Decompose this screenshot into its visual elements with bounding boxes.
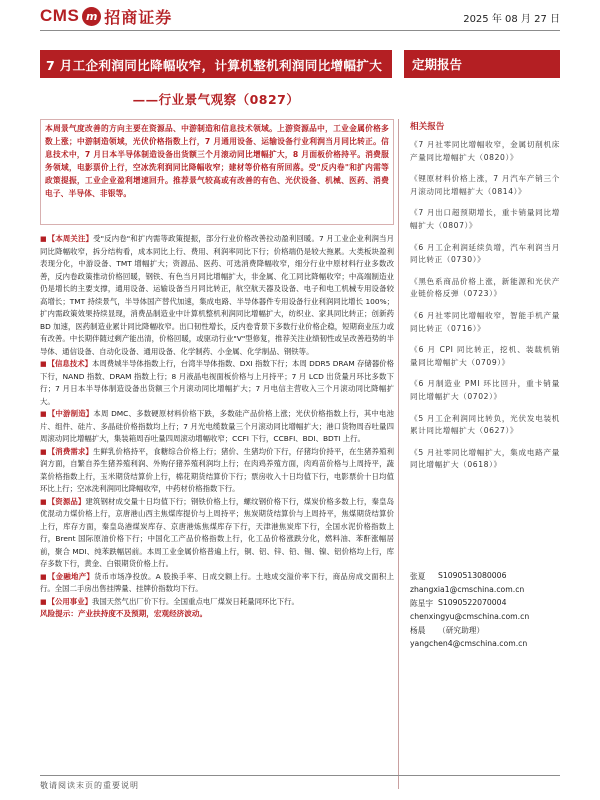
report-type-label: 定期报告 [404,50,560,78]
section-weekly-focus [40,233,394,358]
section-text: 本周 DMC、多数硬原材料价格下跌，多数硅产品价格上涨；光伏价格指数上行，其中电池片、组件、硅片、多晶硅价格指数均上行；7 月光电缆数量三个月滚动同比增幅扩大；港口货物周吞吐量四周滚动同比增幅扩大，集装箱周吞吐量四周滚动增幅收窄；CCFI 下行，CCBFI、BDI、BDTI 上行。 [40,409,394,443]
analyst-name: 陈星宇 [410,599,434,608]
section-utilities [40,596,394,609]
report-subtitle: ——行业景气观察（0827） [132,92,300,107]
related-report-link[interactable]: 《6 月工企利润延续负增，汽车利润当月同比转正（0730）》 [410,242,560,265]
broker-logo [40,4,172,28]
related-report-link[interactable]: 《6 月制造业 PMI 环比回升，重卡销量同比增幅扩大（0702）》 [410,379,560,401]
section-head: ■ 【中游制造】 [40,409,93,418]
related-report-link[interactable]: 《5 月社零同比增幅扩大，集成电路产量同比增幅扩大（0618）》 [410,447,560,470]
related-report-link[interactable]: 《7 月社零同比增幅收窄，金属切削机床产量同比增幅扩大（0820）》 [410,140,560,162]
analyst-name: 杨晨 [410,626,426,635]
related-report-link[interactable]: 《5 月工企利润同比转负，光伏发电装机累计同比增幅扩大（0627）》 [410,413,560,436]
section-consumer [40,446,394,496]
related-report-link[interactable]: 《黑色系商品价格上涨，新能源和光伏产业链价格反弹（0723）》 [410,276,560,299]
section-resources [40,496,394,571]
section-head: ■ 【金融地产】 [40,572,94,581]
section-text: 我国天然气出厂价下行。全国重点电厂煤炭日耗量同环比下行。 [91,596,299,606]
footer-note: 敬请阅读末页的重要说明 [40,781,139,790]
report-date: 2025 年 08 月 27 日 [463,14,560,25]
footer-divider [40,775,560,776]
section-head: ■ 【本周关注】 [40,234,93,243]
section-info-tech [40,358,394,408]
risk-warning: 风险提示：产业扶持度不及预期，宏观经济波动。 [40,609,208,618]
related-report-link[interactable]: 《6 月社零同比增幅收窄，智能手机产量同比转正（0716）》 [410,310,560,333]
analyst-email[interactable]: yangchen4@cmschina.com.cn [410,638,528,648]
summary-text: 本周景气度改善的方向主要在资源品、中游制造和信息技术领域。上游资源品中，工业金属价格多数上涨；中游制造领域，光伏价格指数上行，7 月通用设备、运输设备行业利润当月同比转正。信息技术中，7 月日本半导体制造设备出货额三个月滚动同比增幅扩大，8 月面板价格持平。消费服务领域，电影票价上行，空冰洗利润同比降幅收窄；建材等价格有所回落。受"反内卷"和扩内需等政策提振，工业企业盈利增速回升。推荐景气较高或有改善的有色、光伏设备、机械、医药、消费电子、半导体、非银等。 [45,124,389,199]
section-text: 建筑钢材成交量十日均值下行；钢铁价格上行，螺纹钢价格下行，煤炭价格多数上行，秦皇岛优混动力煤价格上行，京唐港山西主焦煤库提价与上周持平；焦炭期货结算价与上周持平，焦煤期货结算价上行，库存方面，秦皇岛港煤炭库存、京唐港炼焦煤库存下行，天津港焦炭库下行，全国水泥价格指数上行，Brent 国际原油价格下行；中国化工产品价格指数上行，化工品价格涨跌分化，燃料油、苯酐涨幅居前，聚合 MDI、纯苯跌幅居前。本周工业金属价格普遍上行，铜、铝、锌、铅、锡、镍、铝价格均上行，库存多数下行，黄金、白银期货价格上行。 [40,496,394,568]
related-report-link[interactable]: 《锂原材料价格上涨，7 月汽车产销三个月滚动同比增幅扩大（0814）》 [410,174,560,196]
section-midstream [40,408,394,446]
logo-text-cn: 招商证券 [104,7,173,27]
section-text: 货币市场净投放。A 股换手率、日成交额上行。土地成交溢价率下行，商品房成交面积上行。全国二手房出售挂牌量、挂牌价指数均下行。 [40,571,394,593]
section-head: ■ 【消费需求】 [40,447,93,456]
section-head: ■ 【公用事业】 [40,597,92,606]
header-divider [40,30,560,31]
analyst-row [410,598,560,612]
analyst-row [410,625,560,639]
logo-text-en: CMS [40,6,80,25]
report-title: 7 月工企利润同比降幅收窄，计算机整机利润同比增幅扩大 [40,50,392,78]
analyst-email[interactable]: zhangxia1@cmschina.com.cn [410,584,525,594]
logo-mark-icon: m [82,7,101,26]
summary-box [40,119,394,225]
section-text: 生鲜乳价格持平，食糖综合价格上行；猪价、生猪均价下行，仔猪均价持平，在生猪养殖利润方面，自繁自养生猪养殖利润、外购仔猪养殖利润均上行；在肉鸡养殖方面，肉鸡苗价格与上周持平，蔬菜价格指数上行，玉米期货结算价上行，棉花期货结算价下行；票房收入十日均值下行，电影票价十日均值环比上行；空冰洗利润同比降幅收窄，中药材价格指数下行。 [40,446,394,493]
analyst-id: S1090513080006 [438,571,507,580]
analyst-id: （研究助理） [438,626,485,635]
section-head: ■ 【资源品】 [40,497,85,506]
analyst-name: 张夏 [410,572,426,581]
analyst-email[interactable]: chenxingyu@cmschina.com.cn [410,611,530,621]
section-text: 本周费城半导体指数上行，台湾半导体指数、DXI 指数下行；本周 DDR5 DRAM 存储器价格下行，NAND 指数、DRAM 指数上行；8 月液晶电视面板价格与上月持平；7 月 LCD 出货量月环比多数下行；7 月日本半导体制造设备出货额三个月滚动同比增幅扩大；7 月电信主营收入三个月滚动同比降幅扩大。 [40,359,394,406]
related-reports-title: 相关报告 [410,122,445,132]
column-divider [398,119,399,789]
analyst-id: S1090522070004 [438,598,507,607]
section-head: ■ 【信息技术】 [40,359,92,368]
analyst-row [410,571,560,585]
analyst-list [410,571,560,652]
related-reports [410,120,560,481]
report-body [40,233,394,621]
related-report-link[interactable]: 《6 月 CPI 同比转正，挖机、装载机销量同比增幅扩大（0709）》 [410,345,560,367]
section-text: 受"反内卷"和扩内需等政策提振，部分行业价格改善拉动盈利回暖。7 月工业企业利润当月同比降幅收窄，拆分结构看，成本同比上行、费用、利润率同比下行；价格端仍是较大拖累。大类板块盈利表现分化，中游设备、TMT 增幅扩大；资源品、医药、可选消费降幅收窄，细分行业中原材料行业多数改善，反内卷政策推动价格回暖，钢铁、有色当月同比增幅扩大，非金属、化工同比降幅收窄；中高端制造业仍是增长的主要支撑，通用设备、运输设备当月同比转正，航空航天器及设备、电子和电工机械专用设备较高增长；TMT 持续景气，半导体国产替代加速，集成电路、半导体器件专用设备行业利润同比增长 100%；扩内需政策效果持续显现，消费品制造业中计算机整机利润同比增幅扩大，纺织业、家具同比转正；创新药 BD 加速，医药制造业累计同比降幅收窄。出口韧性增长，反内卷背景下多数行业价格企稳，短期商业压力或有改善。中长期伴随过剩产能出清，价格回暖，或驱动行业"V"型修复，推荐关注业绩韧性或呈改善趋势的半导体、通信设备、自动化设备、通用设备、化学制药、小金属、化学制品、钢铁等。 [40,234,394,356]
section-finance-realestate [40,571,394,596]
related-report-link[interactable]: 《7 月出口超预期增长，重卡销量同比增幅扩大（0807）》 [410,208,560,230]
